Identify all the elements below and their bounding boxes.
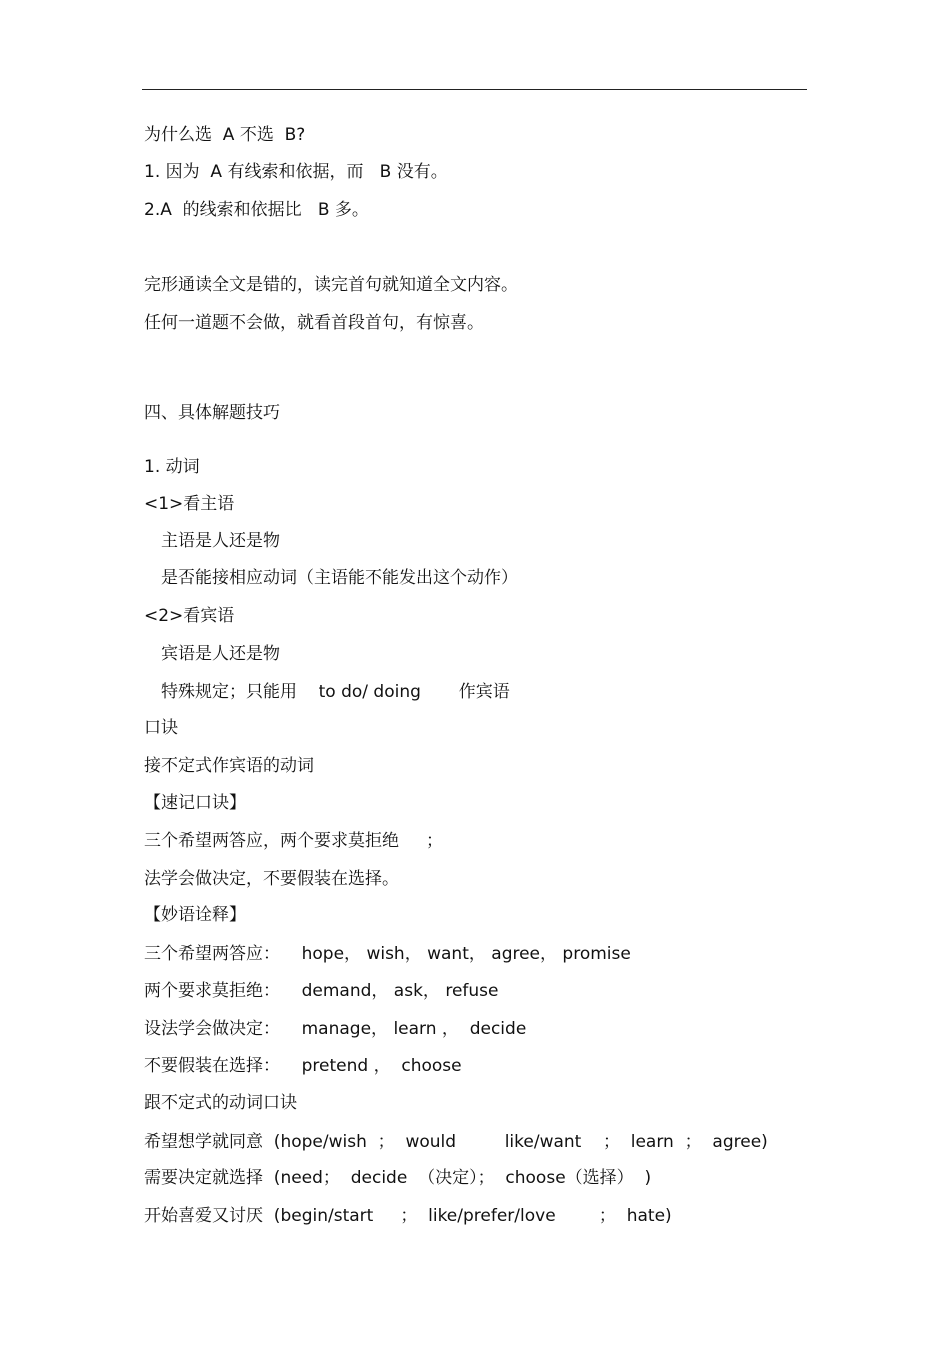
mnemonic-line-2: 法学会做决定，不要假装在选择。: [144, 869, 399, 889]
explanation-line-3: 设法学会做决定： manage， learn ， decide: [144, 1019, 527, 1039]
quick-mnemonic-heading: 【速记口诀】: [144, 793, 246, 813]
follow-line-3: 开始喜爱又讨厌 (begin/start ； like/prefer/love ； hate): [144, 1206, 672, 1226]
follow-infinitive-title: 跟不定式的动词口诀: [144, 1093, 297, 1113]
mnemonic-label: 口诀: [144, 718, 178, 738]
explanation-line-4: 不要假装在选择： pretend ， choose: [144, 1056, 462, 1076]
explanation-heading: 【妙语诠释】: [144, 905, 246, 925]
verb-heading: 1. 动词: [144, 457, 200, 477]
object-heading: <2>看宾语: [144, 606, 235, 626]
cloze-note: 完形通读全文是错的，读完首句就知道全文内容。: [144, 275, 518, 295]
explanation-line-2: 两个要求莫拒绝： demand， ask， refuse: [144, 981, 499, 1001]
subject-point-1: 主语是人还是物: [161, 531, 280, 551]
any-question-note: 任何一道题不会做，就看首段首句，有惊喜。: [144, 313, 484, 333]
reason-1: 1. 因为 A 有线索和依据，而 B 没有。: [144, 162, 448, 182]
question-why-a: 为什么选 A 不选 B?: [144, 125, 306, 145]
infinitive-verbs-title: 接不定式作宾语的动词: [144, 756, 314, 776]
object-point-1: 宾语是人还是物: [161, 644, 280, 664]
header-rule: [142, 89, 807, 90]
subject-heading: <1>看主语: [144, 494, 235, 514]
subject-point-2: 是否能接相应动词（主语能不能发出这个动作）: [161, 568, 518, 588]
object-point-2: 特殊规定；只能用 to do/ doing 作宾语: [161, 682, 510, 702]
reason-2: 2.A 的线索和依据比 B 多。: [144, 200, 369, 220]
follow-line-1: 希望想学就同意 (hope/wish ； would like/want ； learn ； agree): [144, 1132, 768, 1152]
explanation-line-1: 三个希望两答应： hope， wish， want， agree， promise: [144, 944, 631, 964]
section-heading: 四、具体解题技巧: [144, 403, 280, 423]
mnemonic-line-1: 三个希望两答应，两个要求莫拒绝 ；: [144, 831, 444, 851]
follow-line-2: 需要决定就选择 (need； decide （决定）； choose（选择） ): [144, 1168, 652, 1188]
